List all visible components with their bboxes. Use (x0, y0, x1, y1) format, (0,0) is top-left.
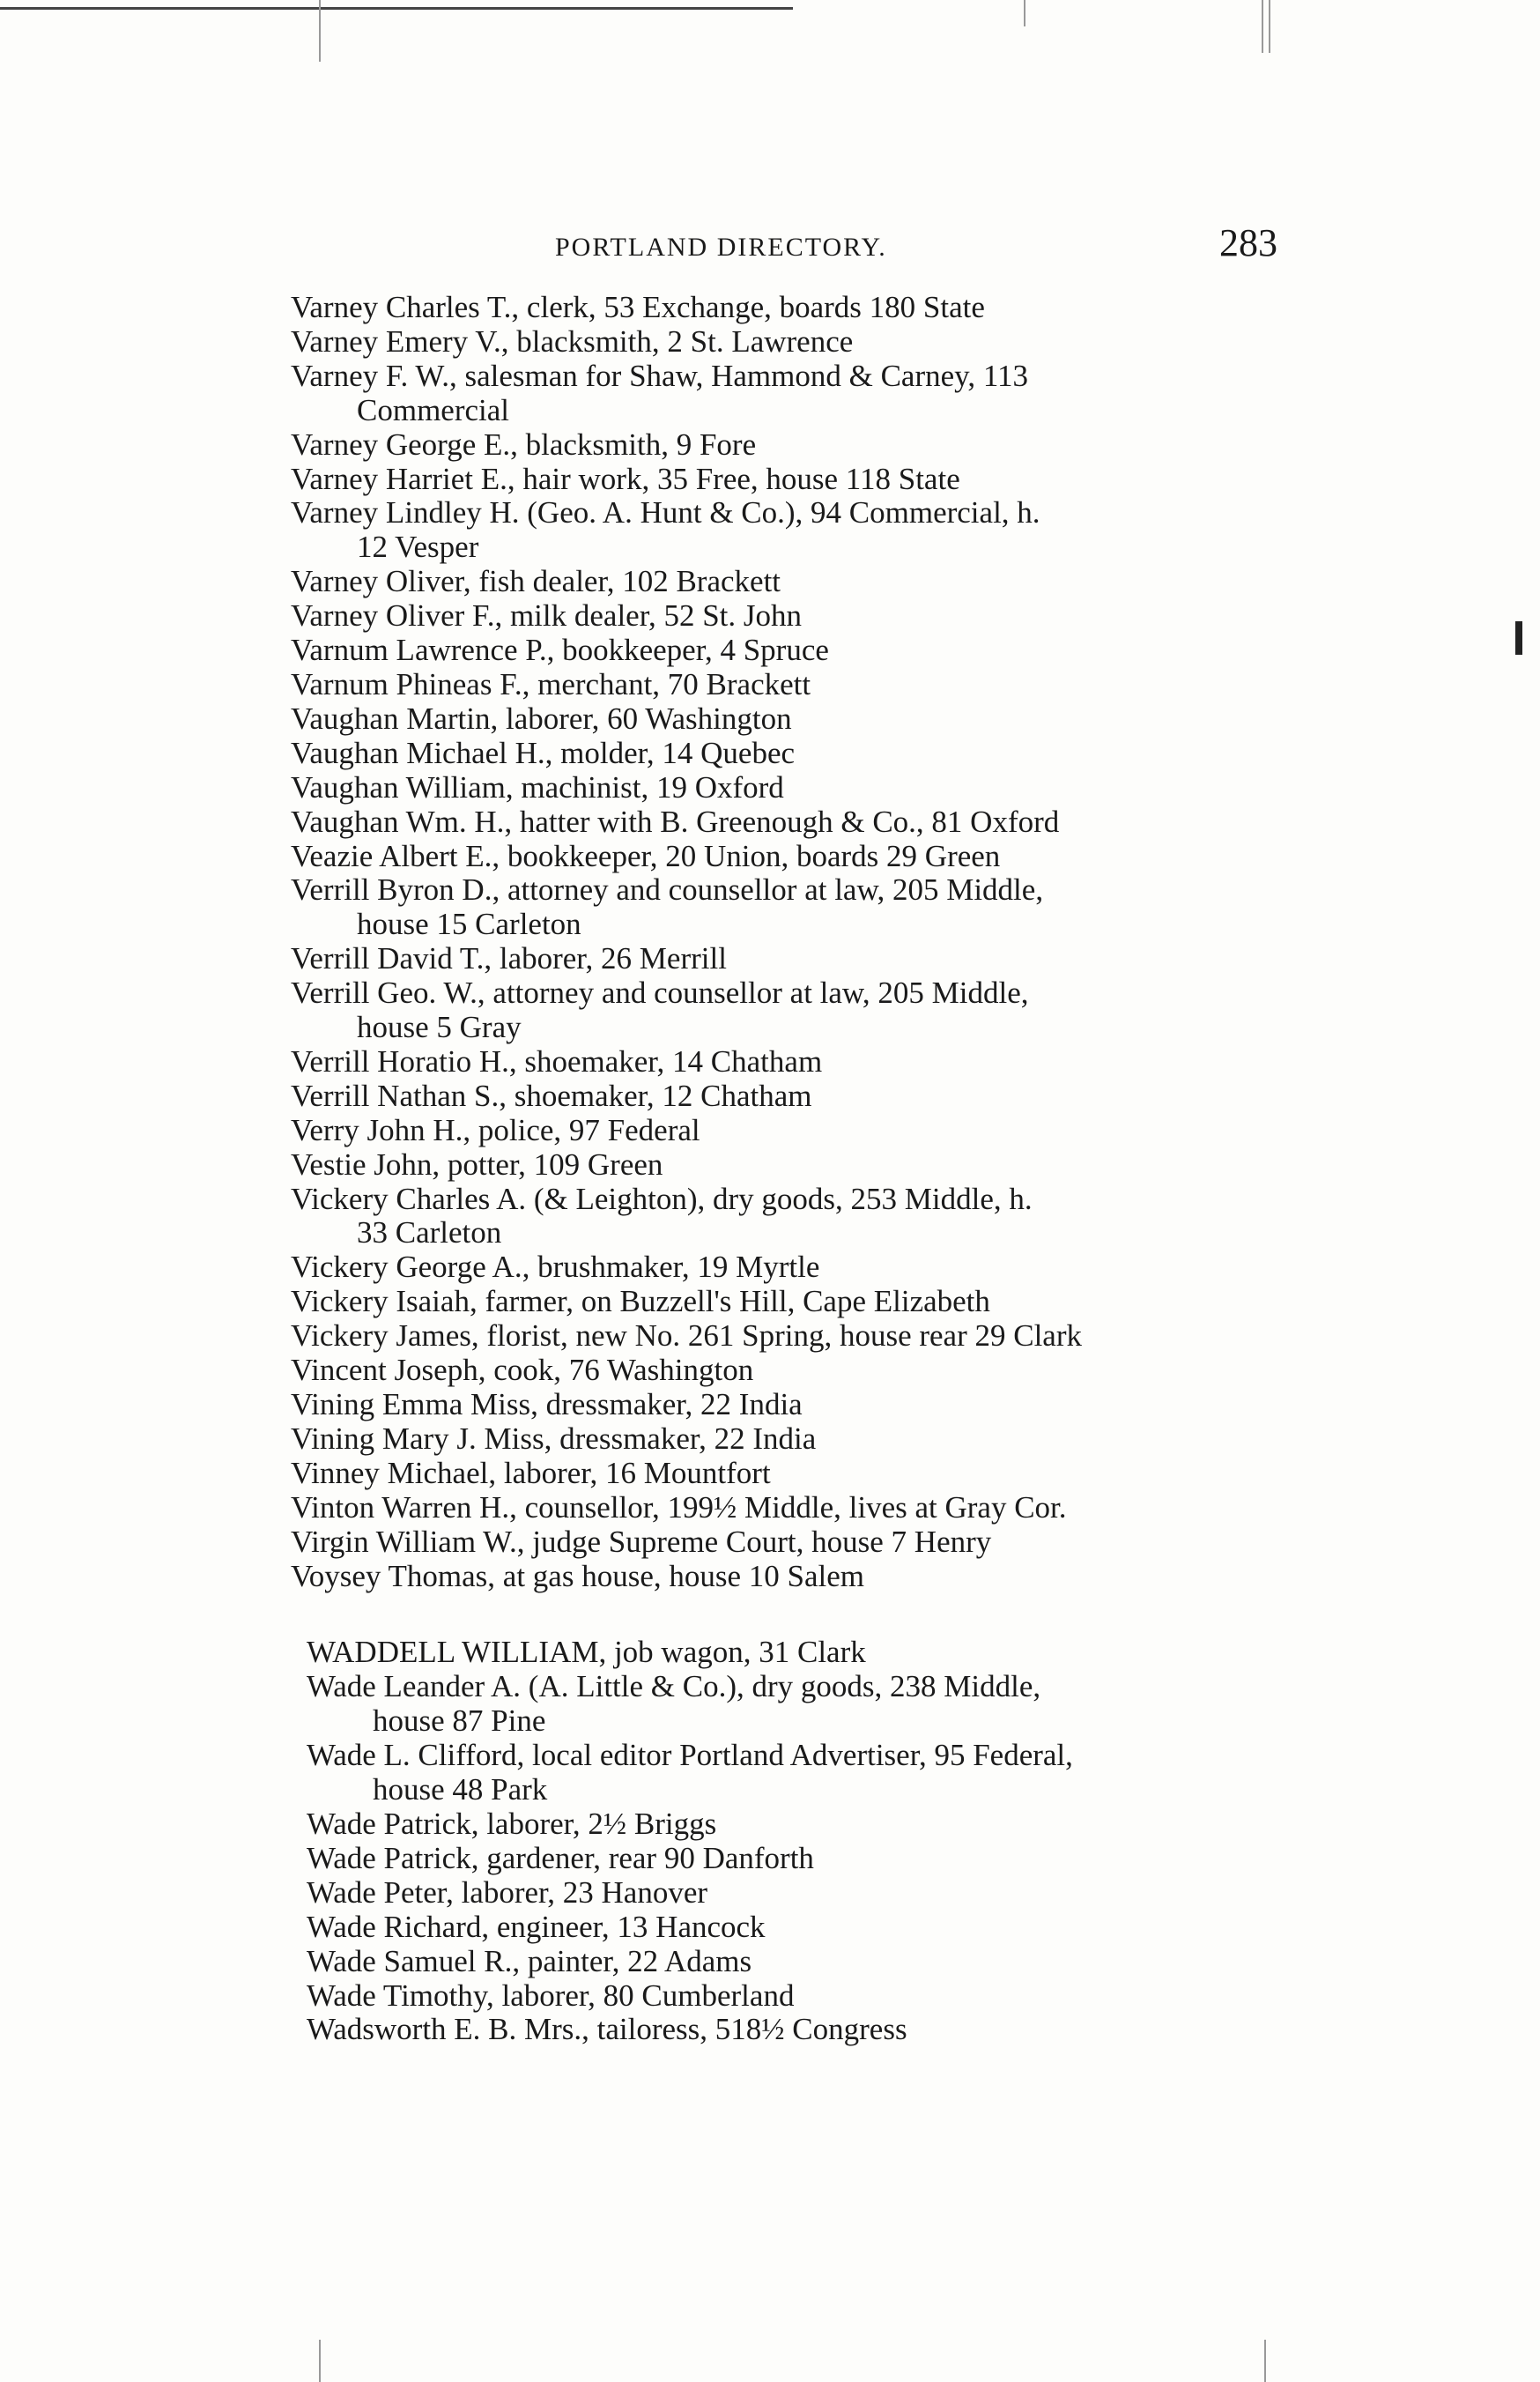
entry-line: Vickery George A., brushmaker, 19 Myrtle (291, 1250, 820, 1285)
entry-line: Virgin William W., judge Supreme Court, house 7 Henry (291, 1524, 992, 1559)
entry-line: Vining Mary J. Miss, dressmaker, 22 India (291, 1421, 817, 1456)
directory-entry (307, 1739, 1286, 1807)
entries-w-section (307, 1636, 1286, 2047)
entry-line: Wade Richard, engineer, 13 Hancock (307, 1909, 766, 1944)
entry-line: Wade L. Clifford, local editor Portland Advertiser, 95 Federal, (307, 1738, 1073, 1773)
directory-entry (291, 668, 1286, 702)
entries-v-section (291, 291, 1286, 1593)
entry-line: Varnum Phineas F., merchant, 70 Brackett (291, 666, 811, 701)
entry-line: WADDELL WILLIAM, job wagon, 31 Clark (307, 1635, 866, 1670)
directory-entry (307, 1911, 1286, 1945)
entry-line: Wade Timothy, laborer, 80 Cumberland (307, 1978, 795, 2013)
directory-entry (291, 565, 1286, 599)
entry-line: Vining Emma Miss, dressmaker, 22 India (291, 1387, 803, 1421)
entry-continuation: 12 Vesper (357, 530, 479, 565)
directory-entry (291, 1354, 1286, 1388)
entry-line: Varney Harriet E., hair work, 35 Free, house 118 State (291, 461, 960, 496)
entry-line: Varney Oliver F., milk dealer, 52 St. John (291, 598, 803, 634)
entry-line: Voysey Thomas, at gas house, house 10 Salem (291, 1558, 865, 1593)
entry-continuation: Commercial (357, 392, 510, 427)
entry-line: Wade Peter, laborer, 23 Hanover (307, 1874, 708, 1910)
entry-line: Vinney Michael, laborer, 16 Mountfort (291, 1455, 771, 1490)
directory-entry (307, 2013, 1286, 2047)
directory-entry (307, 1876, 1286, 1911)
directory-entry (291, 771, 1286, 805)
entry-line: Vaughan Martin, laborer, 60 Washington (291, 701, 792, 736)
entry-line: Verrill Geo. W., attorney and counsellor at law, 205 Middle, (291, 976, 1029, 1011)
edge-mark (1264, 2340, 1266, 2382)
entry-line: Vaughan Michael H., molder, 14 Quebec (291, 735, 796, 770)
directory-entry (291, 1525, 1286, 1560)
directory-entry (291, 873, 1286, 942)
directory-entry (291, 599, 1286, 634)
entry-line: Vickery James, florist, new No. 261 Spring, house rear 29 Clark (291, 1318, 1082, 1354)
entry-line: Vincent Joseph, cook, 76 Washington (291, 1353, 754, 1388)
directory-entry (291, 1114, 1286, 1148)
directory-entry (291, 360, 1286, 428)
directory-entry (307, 1945, 1286, 1979)
directory-entry (291, 634, 1286, 668)
directory-entry (307, 1842, 1286, 1876)
entry-line: Verrill Byron D., attorney and counsellor at law, 205 Middle, (291, 872, 1044, 908)
directory-entry (291, 737, 1286, 771)
directory-entry (291, 1045, 1286, 1080)
directory-entry (291, 1319, 1286, 1354)
directory-entry (291, 976, 1286, 1045)
directory-entry (291, 942, 1286, 976)
entry-continuation: house 48 Park (373, 1772, 548, 1807)
entry-line: Varney Lindley H. (Geo. A. Hunt & Co.), 94 Commercial, h. (291, 495, 1040, 531)
edge-mark (319, 0, 321, 62)
entry-line: Wade Leander A. (A. Little & Co.), dry goods, 238 Middle, (307, 1669, 1041, 1704)
top-edge-rule (0, 7, 793, 10)
directory-entry (291, 1388, 1286, 1422)
edge-mark (1269, 0, 1270, 53)
margin-mark (1515, 621, 1522, 655)
directory-entry (291, 463, 1286, 497)
directory-entry (291, 1491, 1286, 1525)
directory-entry (291, 1080, 1286, 1114)
entry-line: Verry John H., police, 97 Federal (291, 1112, 700, 1147)
directory-entry (307, 1636, 1286, 1670)
entry-continuation: house 15 Carleton (357, 907, 581, 942)
entry-line: Varney Charles T., clerk, 53 Exchange, boards 180 State (291, 290, 985, 324)
directory-entry (291, 1457, 1286, 1491)
directory-entries (291, 291, 1286, 2047)
entry-continuation: house 5 Gray (357, 1010, 522, 1045)
directory-entry (291, 1285, 1286, 1319)
directory-entry (291, 805, 1286, 840)
directory-entry (291, 325, 1286, 360)
entry-continuation: 33 Carleton (357, 1215, 502, 1250)
edge-mark (319, 2340, 321, 2382)
entry-line: Wade Samuel R., painter, 22 Adams (307, 1943, 752, 1978)
entry-line: Vinton Warren H., counsellor, 199½ Middle, lives at Gray Cor. (291, 1489, 1067, 1525)
directory-entry (307, 1979, 1286, 2014)
entry-line: Vestie John, potter, 109 Green (291, 1146, 663, 1182)
page-header (555, 220, 1277, 282)
entry-continuation: house 87 Pine (373, 1703, 546, 1739)
entry-line: Varney Emery V., blacksmith, 2 St. Lawrence (291, 323, 854, 359)
edge-mark (1024, 0, 1025, 26)
entry-line: Vickery Isaiah, farmer, on Buzzell's Hill, Cape Elizabeth (291, 1284, 990, 1319)
directory-entry (291, 1560, 1286, 1594)
directory-entry (291, 1250, 1286, 1285)
entry-line: Verrill Horatio H., shoemaker, 14 Chatham (291, 1043, 823, 1079)
entry-line: Vickery Charles A. (& Leighton), dry goods, 253 Middle, h. (291, 1181, 1033, 1216)
entry-line: Varney F. W., salesman for Shaw, Hammond & Carney, 113 (291, 358, 1029, 393)
entry-line: Wadsworth E. B. Mrs., tailoress, 518½ Congress (307, 2012, 907, 2047)
entry-line: Varney George E., blacksmith, 9 Fore (291, 427, 757, 462)
entry-line: Vaughan William, machinist, 19 Oxford (291, 769, 784, 805)
running-head: PORTLAND DIRECTORY. (555, 233, 887, 262)
edge-mark (1262, 0, 1263, 53)
directory-entry (291, 1148, 1286, 1183)
directory-entry (291, 840, 1286, 874)
directory-entry (291, 1183, 1286, 1251)
page-number: 283 (1219, 221, 1277, 264)
entry-line: Wade Patrick, laborer, 2½ Briggs (307, 1806, 717, 1841)
entry-line: Varnum Lawrence P., bookkeeper, 4 Spruce (291, 633, 829, 668)
directory-entry (291, 702, 1286, 737)
directory-entry (291, 496, 1286, 565)
entry-line: Verrill David T., laborer, 26 Merrill (291, 941, 727, 976)
directory-entry (291, 1422, 1286, 1457)
entry-line: Verrill Nathan S., shoemaker, 12 Chatham (291, 1078, 812, 1113)
entry-line: Varney Oliver, fish dealer, 102 Brackett (291, 564, 781, 599)
entry-line: Vaughan Wm. H., hatter with B. Greenough & Co., 81 Oxford (291, 804, 1060, 839)
directory-entry (307, 1807, 1286, 1842)
entry-line: Wade Patrick, gardener, rear 90 Danforth (307, 1840, 814, 1875)
directory-entry (307, 1670, 1286, 1739)
directory-entry (291, 291, 1286, 325)
entry-line: Veazie Albert E., bookkeeper, 20 Union, boards 29 Green (291, 838, 1001, 873)
section-gap (291, 1593, 1286, 1636)
directory-entry (291, 428, 1286, 463)
